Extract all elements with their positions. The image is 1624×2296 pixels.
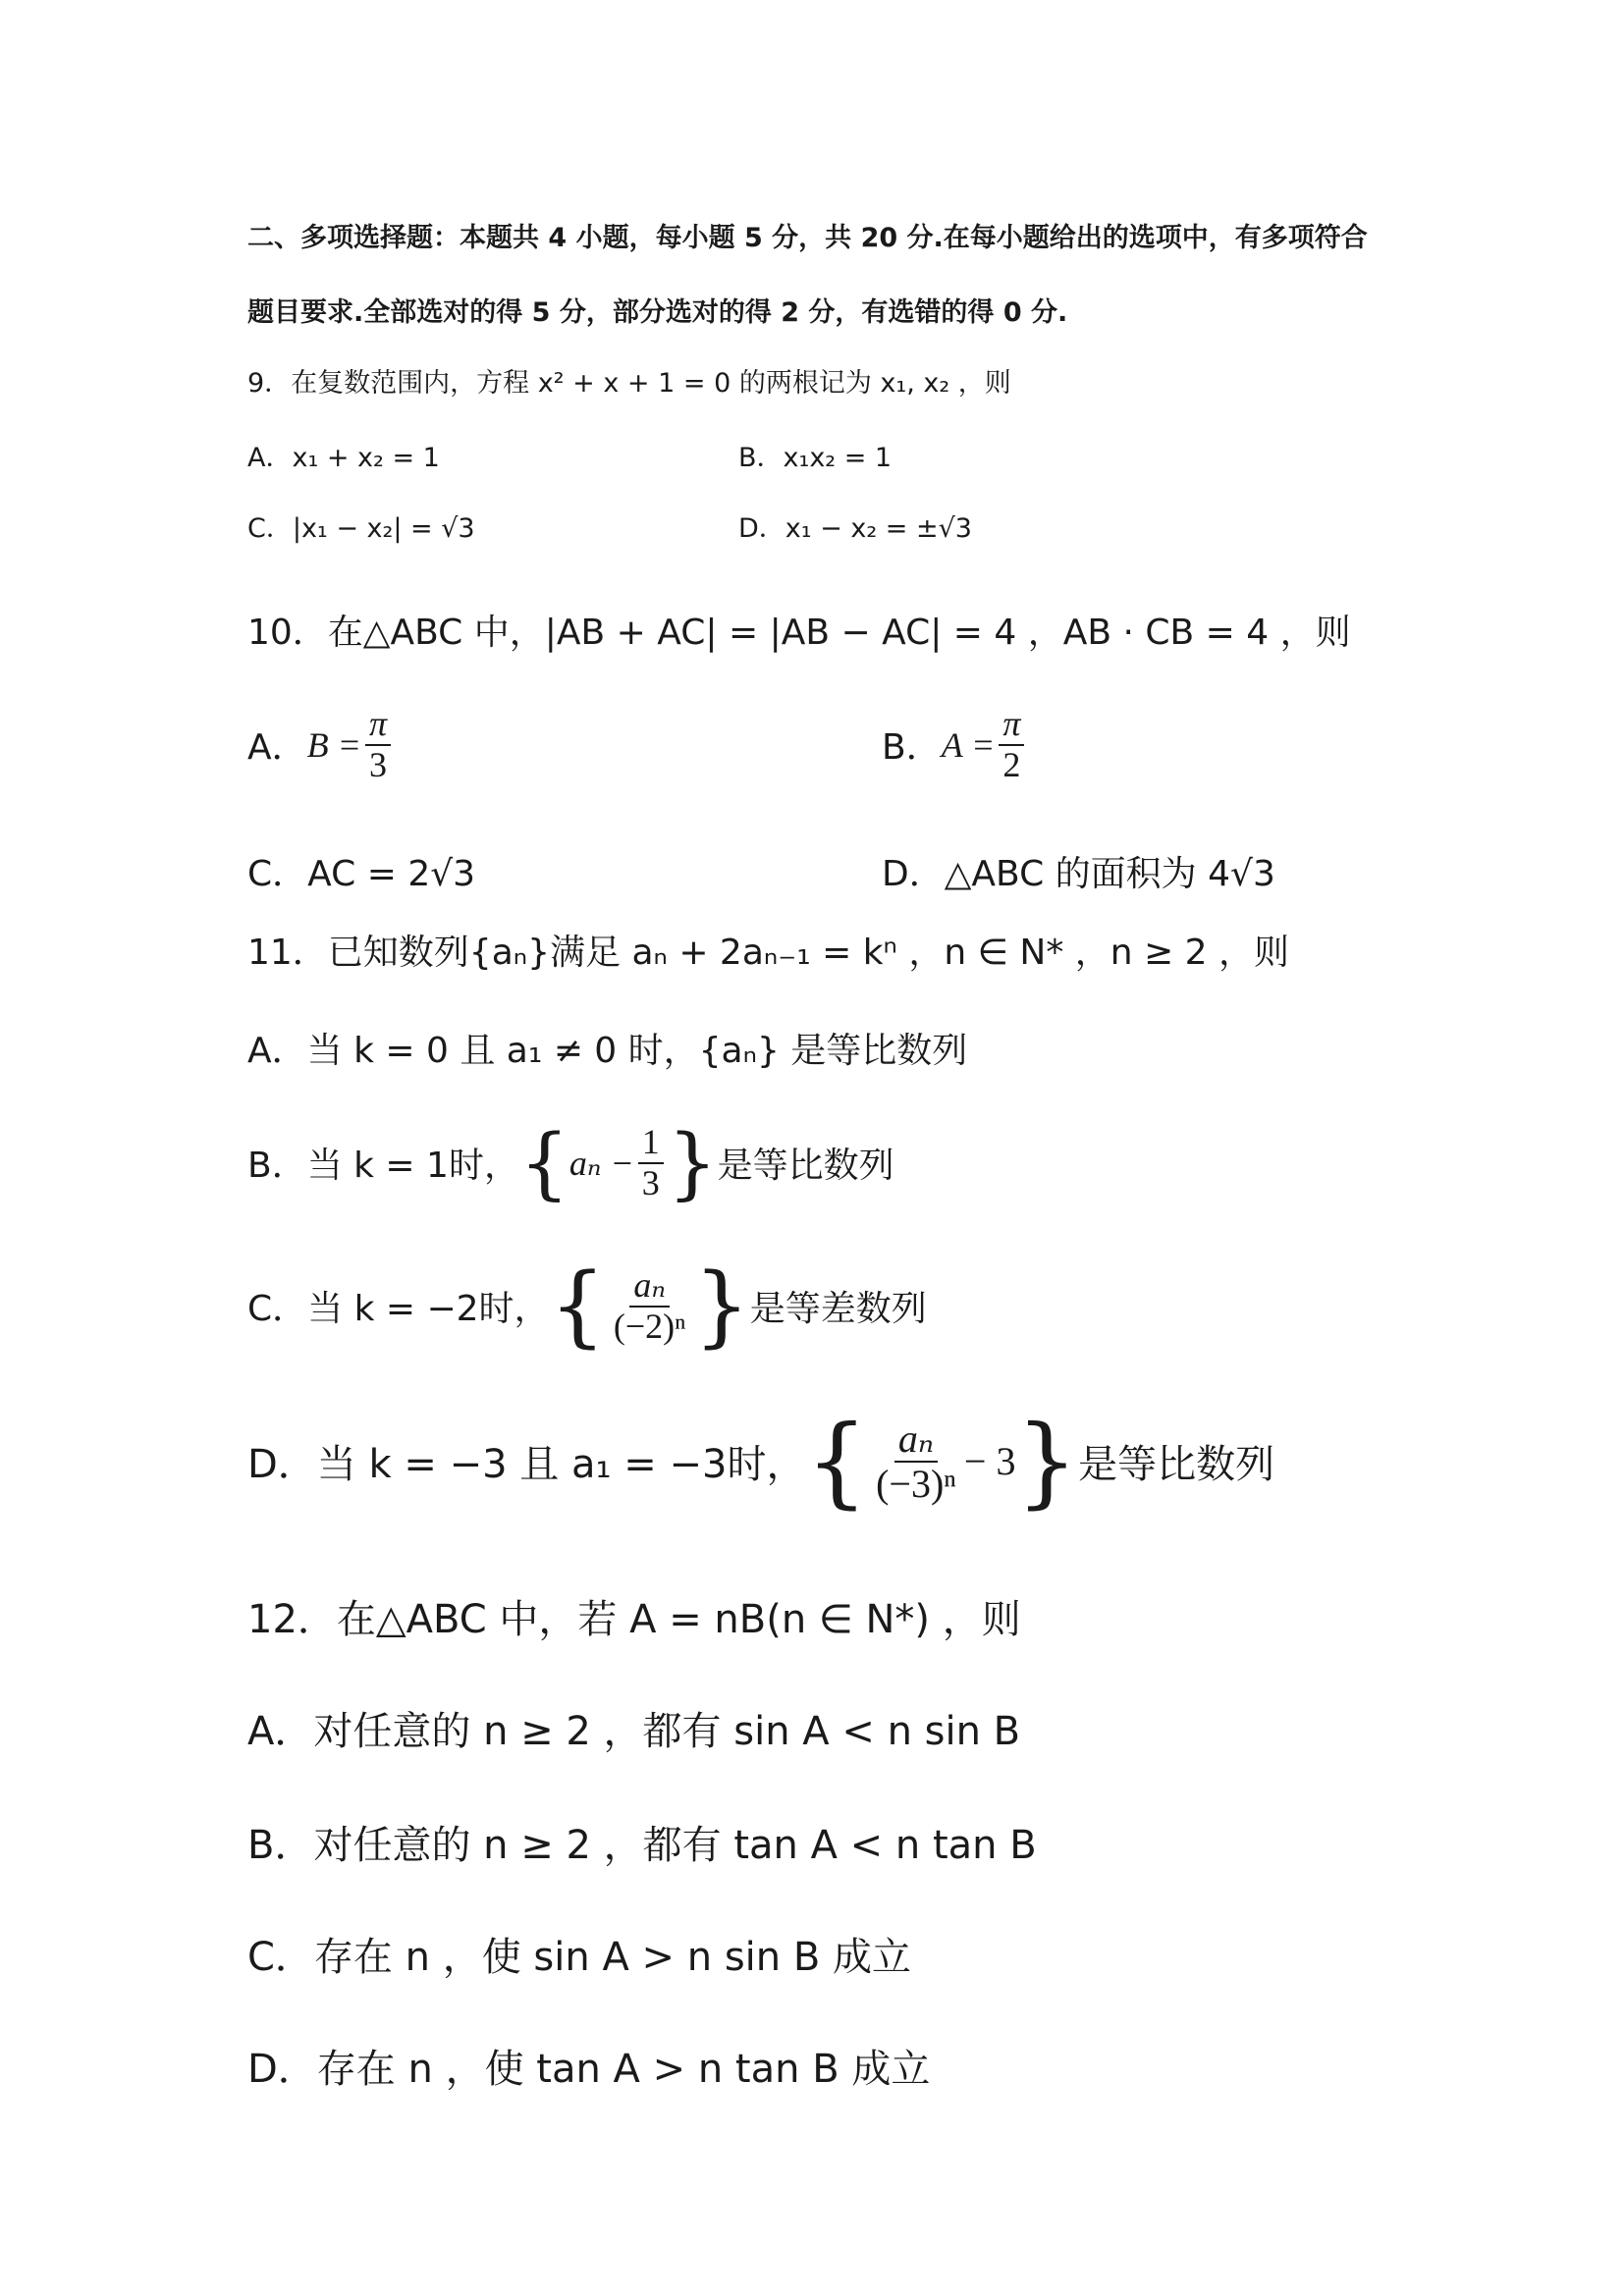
fraction-pi-over-3 <box>365 705 391 784</box>
fraction-numerator: π <box>365 705 391 746</box>
fraction-pi-over-2 <box>999 705 1024 784</box>
question-9-option-d: D．x₁ − x₂ = ±√3 <box>738 513 972 544</box>
section-header-line-1: 二、多项选择题：本题共 4 小题，每小题 5 分，共 20 分.在每小题给出的选项中，有多项符合 <box>247 223 1368 253</box>
question-12-option-d: D．存在 n ，使 tan A > n tan B 成立 <box>247 2047 931 2092</box>
fraction-numerator: aₙ <box>894 1417 938 1463</box>
fraction-denominator: (−3)ⁿ <box>876 1461 956 1506</box>
question-10-option-a <box>247 705 395 784</box>
question-9-stem: 9．在复数范围内，方程 x² + x + 1 = 0 的两根记为 x₁, x₂ ，则 <box>247 368 1011 399</box>
question-12-option-a: A．对任意的 n ≥ 2 ，都有 sin A < n sin B <box>247 1709 1021 1754</box>
option-label: B． <box>882 727 942 769</box>
question-11-option-c <box>247 1255 927 1358</box>
option-b-lhs: A = <box>941 724 996 765</box>
left-brace: { <box>518 1117 569 1208</box>
question-9-option-b: B．x₁x₂ = 1 <box>738 443 893 473</box>
right-brace: } <box>693 1255 750 1358</box>
question-9-option-a: A．x₁ + x₂ = 1 <box>247 443 440 473</box>
option-d-minus-three: − 3 <box>963 1439 1016 1483</box>
question-10-option-b <box>882 705 1028 784</box>
question-11-option-b <box>247 1117 894 1208</box>
fraction-denominator: 3 <box>641 1162 660 1202</box>
fraction-an-over-neg3n <box>872 1417 960 1506</box>
question-10-option-d: D．△ABC 的面积为 4√3 <box>882 854 1275 894</box>
fraction-numerator: aₙ <box>629 1266 670 1308</box>
option-d-suffix: 是等比数列 <box>1078 1442 1275 1487</box>
option-label: A． <box>247 727 307 769</box>
left-brace: { <box>805 1404 869 1519</box>
question-11-option-a: A．当 k = 0 且 a₁ ≠ 0 时，{aₙ} 是等比数列 <box>247 1031 968 1071</box>
left-brace: { <box>549 1255 606 1358</box>
option-a-lhs: B = <box>306 724 361 765</box>
question-10-option-c: C．AC = 2√3 <box>247 854 476 894</box>
option-b-lhs: aₙ − <box>568 1143 634 1183</box>
right-brace: } <box>667 1117 718 1208</box>
section-header-line-2: 题目要求.全部选对的得 5 分，部分选对的得 2 分，有选错的得 0 分. <box>247 297 1068 328</box>
question-12-stem: 12．在△ABC 中，若 A = nB(n ∈ N*) ，则 <box>247 1597 1021 1642</box>
option-b-prefix: B．当 k = 1时， <box>247 1146 519 1186</box>
right-brace: } <box>1015 1404 1079 1519</box>
fraction-denominator: (−2)ⁿ <box>613 1306 686 1346</box>
question-11-option-d <box>247 1404 1274 1519</box>
fraction-one-third <box>638 1123 664 1202</box>
option-b-suffix: 是等比数列 <box>717 1146 894 1186</box>
fraction-numerator: π <box>999 705 1024 746</box>
fraction-denominator: 2 <box>1002 744 1021 784</box>
question-12-option-c: C．存在 n ，使 sin A > n sin B 成立 <box>247 1935 911 1980</box>
question-9-option-c: C．|x₁ − x₂| = √3 <box>247 513 475 544</box>
fraction-an-over-neg2n <box>610 1266 690 1346</box>
fraction-denominator: 3 <box>368 744 387 784</box>
option-d-prefix: D．当 k = −3 且 a₁ = −3时， <box>247 1442 806 1487</box>
question-10-stem: 10．在△ABC 中，|AB + AC| = |AB − AC| = 4 ，AB · CB = 4 ，则 <box>247 613 1351 653</box>
option-c-suffix: 是等差数列 <box>749 1289 927 1329</box>
question-12-option-b: B．对任意的 n ≥ 2 ，都有 tan A < n tan B <box>247 1823 1037 1868</box>
option-c-prefix: C．当 k = −2时， <box>247 1289 550 1329</box>
fraction-numerator: 1 <box>638 1123 664 1164</box>
question-11-stem: 11．已知数列{aₙ}满足 aₙ + 2aₙ₋₁ = kⁿ ，n ∈ N* ，n ≥ 2 ，则 <box>247 933 1289 973</box>
